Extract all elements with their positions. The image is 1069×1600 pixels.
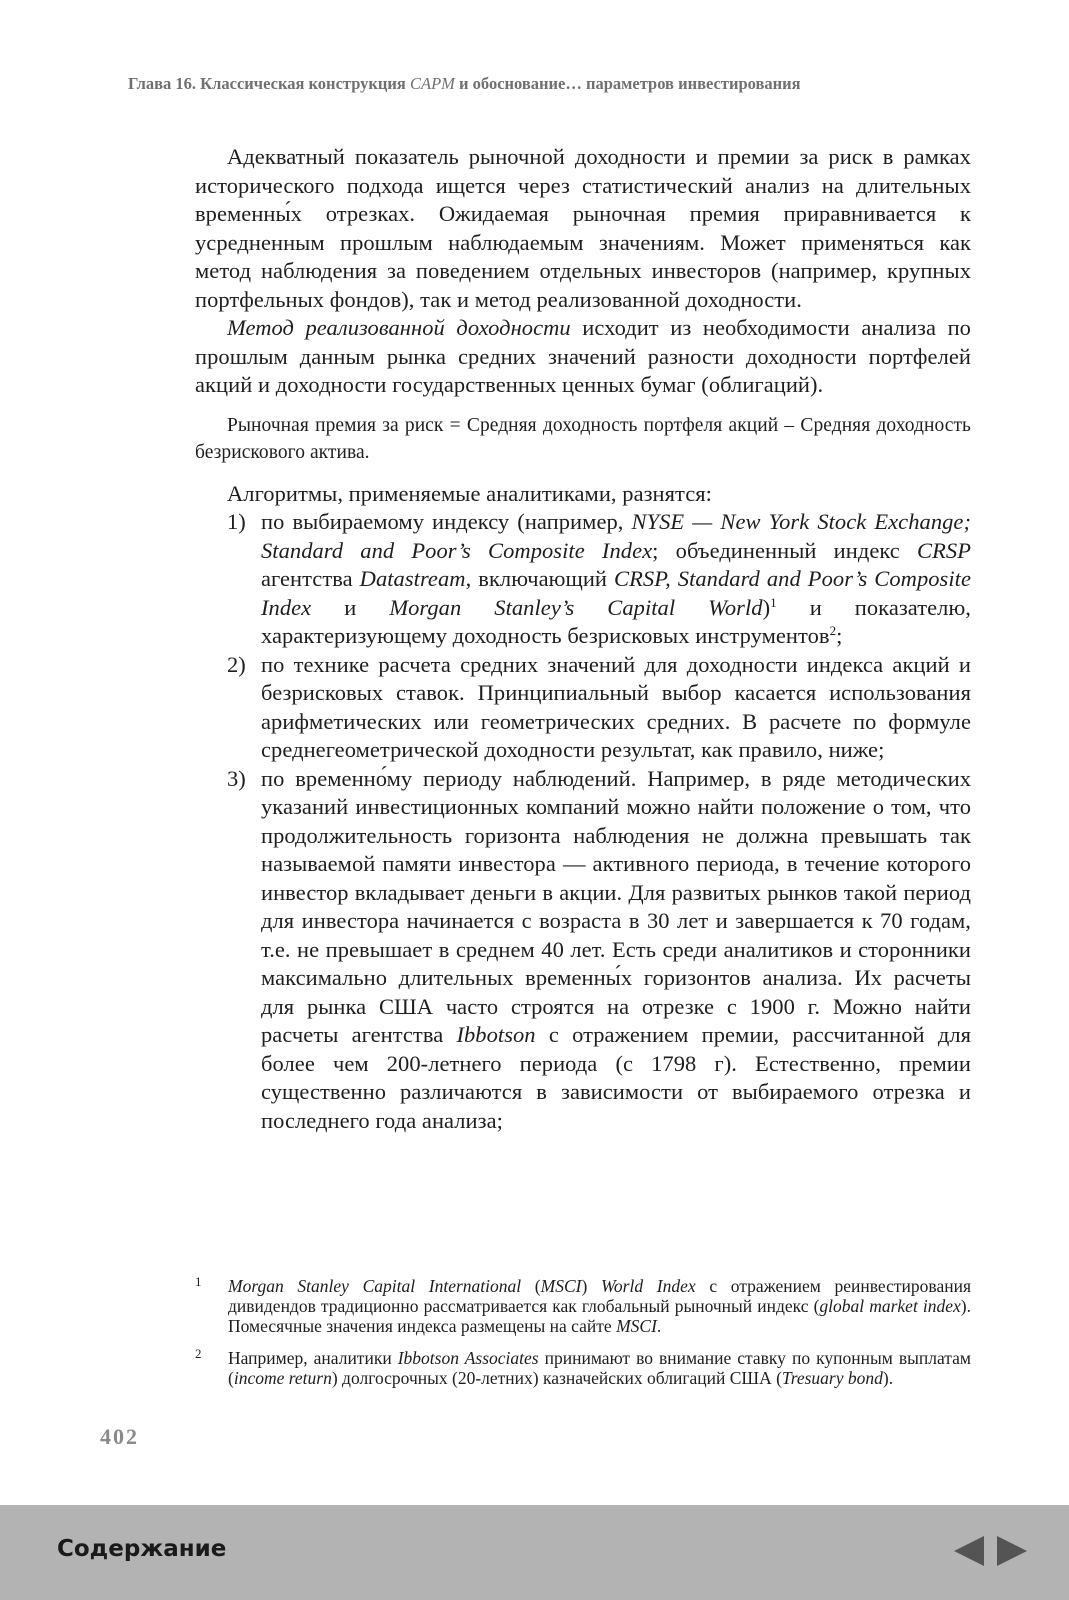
italic-run: Morgan Stanley Capital International bbox=[228, 1276, 522, 1296]
footnote-mark: 2 bbox=[195, 1346, 202, 1361]
text-run: ) долгосрочных (20-летних) казначейских облигаций США ( bbox=[331, 1368, 782, 1388]
previous-page-button[interactable] bbox=[951, 1533, 987, 1569]
italic-run: CRSP, Standard and Poor’s Composite Index bbox=[261, 566, 971, 620]
italic-run: income return bbox=[233, 1368, 332, 1388]
text-run: ). Помесячные значения индекса размещены на сайте bbox=[228, 1296, 971, 1336]
text-run: по временно́му периоду наблюдений. Например, в ряде методических указаний инвестиционных компаний можно найти положение о том, что продолжительность горизонта наблюдения не должна превышать так называемой памяти инвестора — активного периода, в течение которого инвестор вкладывает деньги в акции. Для развитых рынков такой период для инвестора начинается с возраста в 30 лет и завершается к 70 годам, т.е. не превышает в среднем 40 лет. Есть среди аналитиков и сторонники максимально длительных временны́х горизонтов анализа. Их расчеты для рынка США часто строятся на отрезке с 1900 г. Можно найти расчеты агентства bbox=[261, 765, 971, 1047]
text-run: по выбираемому индексу (например, bbox=[261, 509, 632, 534]
list-item-number: 1) bbox=[227, 509, 246, 534]
text-run: ) bbox=[762, 594, 771, 620]
page-number: 402 bbox=[100, 1424, 139, 1449]
paragraph-realized-return-text: исходит из необходимости анализа по прошлым данным рынка средних значений разности доходности портфелей акций и доходности государственных ценных бумаг (облигаций). bbox=[195, 315, 971, 397]
footnotes bbox=[195, 1276, 971, 1400]
header-text-italic: CAPM bbox=[409, 74, 455, 93]
text-run: ) bbox=[581, 1276, 601, 1296]
algorithms-list bbox=[195, 508, 971, 1135]
list-item-text: по технике расчета средних значений для доходности индекса акций и безрисковых ставок. Принципиальный выбор касается использования арифметических или геометрических средних. В расчете по формуле среднегеометрической доходности результат, как правило, ниже; bbox=[261, 651, 971, 762]
footnote-2 bbox=[195, 1348, 971, 1388]
list-item-text bbox=[261, 766, 971, 1133]
text-run: с отражением реинвестирования дивидендов традиционно рассматривается как глобальный рыночный индекс ( bbox=[228, 1276, 971, 1316]
italic-run: global market index bbox=[819, 1296, 961, 1316]
triangle-right-icon bbox=[994, 1533, 1030, 1569]
list-item-number: 2) bbox=[227, 651, 246, 677]
text-run: принимают во внимание ставку по купонным выплатам ( bbox=[228, 1348, 971, 1388]
italic-run: NYSE — New York Stock Exchange; Standard and Poor’s Composite Index bbox=[261, 509, 971, 563]
footnote-1 bbox=[195, 1276, 971, 1336]
text-run: ). bbox=[882, 1368, 894, 1388]
text-run: ; объединенный индекс bbox=[652, 537, 918, 563]
formula-market-premium: Рыночная премия за риск = Средняя доходность портфеля акций – Средняя доходность безрискового актива. bbox=[195, 414, 971, 463]
main-text bbox=[195, 143, 971, 1135]
italic-run: Ibbotson bbox=[456, 1022, 536, 1047]
next-page-button[interactable] bbox=[994, 1533, 1030, 1569]
italic-run: MSCI bbox=[540, 1276, 582, 1296]
text-run: Например, аналитики bbox=[228, 1348, 398, 1368]
italic-run: CRSP bbox=[917, 537, 971, 563]
list-item-number: 3) bbox=[227, 765, 246, 791]
list-intro: Алгоритмы, применяемые аналитиками, разнятся: bbox=[227, 480, 712, 506]
text-run: агентства bbox=[261, 566, 360, 591]
italic-run: World Index bbox=[600, 1276, 696, 1296]
list-item bbox=[195, 508, 971, 651]
text-run: и показателю, характеризующему доходность безрисковых инструментов bbox=[261, 594, 971, 648]
header-text-pre: Глава 16. Классическая конструкция bbox=[128, 74, 410, 93]
text-run: . bbox=[656, 1316, 662, 1336]
table-of-contents-link[interactable]: Содержание bbox=[57, 1536, 227, 1562]
header-text-post: и обоснование… параметров инвестирования bbox=[454, 74, 801, 93]
term-realized-return: Метод реализованной доходности bbox=[227, 315, 571, 340]
text-run: с отражением премии, рассчитанной для более чем 200-летнего периода (с 1798 г). Естественно, премии существенно различаются в зависимости от выбираемого отрезка и последнего года анализа; bbox=[261, 1022, 971, 1133]
footnote-ref-1[interactable]: 1 bbox=[770, 594, 777, 610]
text-run: , включающий bbox=[465, 566, 615, 591]
paragraph-historical-approach: Адекватный показатель рыночной доходности и премии за риск в рамках исторического подхода ищется через статистический анализ на длительных временны́х отрезках. Ожидаемая рыночная премия приравнивается к усредненным прошлым наблюдаемым значениям. Может применяться как метод наблюдения за поведением отдельных инвесторов (например, крупных портфельных фондов), так и метод реализованной доходности. bbox=[195, 144, 971, 312]
running-header bbox=[128, 74, 978, 94]
list-item bbox=[195, 765, 971, 1136]
italic-run: Tresuary bond bbox=[781, 1368, 883, 1388]
footnote-mark: 1 bbox=[195, 1274, 202, 1289]
triangle-left-icon bbox=[951, 1533, 987, 1569]
text-run: и bbox=[311, 594, 390, 620]
paragraph-realized-return bbox=[195, 314, 971, 400]
list-item-text bbox=[261, 509, 971, 648]
italic-run: MSCI bbox=[616, 1316, 657, 1336]
text-run: ; bbox=[836, 623, 843, 648]
list-item bbox=[195, 651, 971, 765]
italic-run: Ibbotson Associates bbox=[397, 1348, 539, 1368]
text-run: ( bbox=[521, 1276, 541, 1296]
italic-run: Datastream bbox=[359, 566, 466, 591]
italic-run: Morgan Stanley’s Capital World bbox=[389, 594, 763, 620]
footnote-ref-2[interactable]: 2 bbox=[829, 623, 837, 638]
bottom-navigation-bar bbox=[0, 1505, 1069, 1600]
